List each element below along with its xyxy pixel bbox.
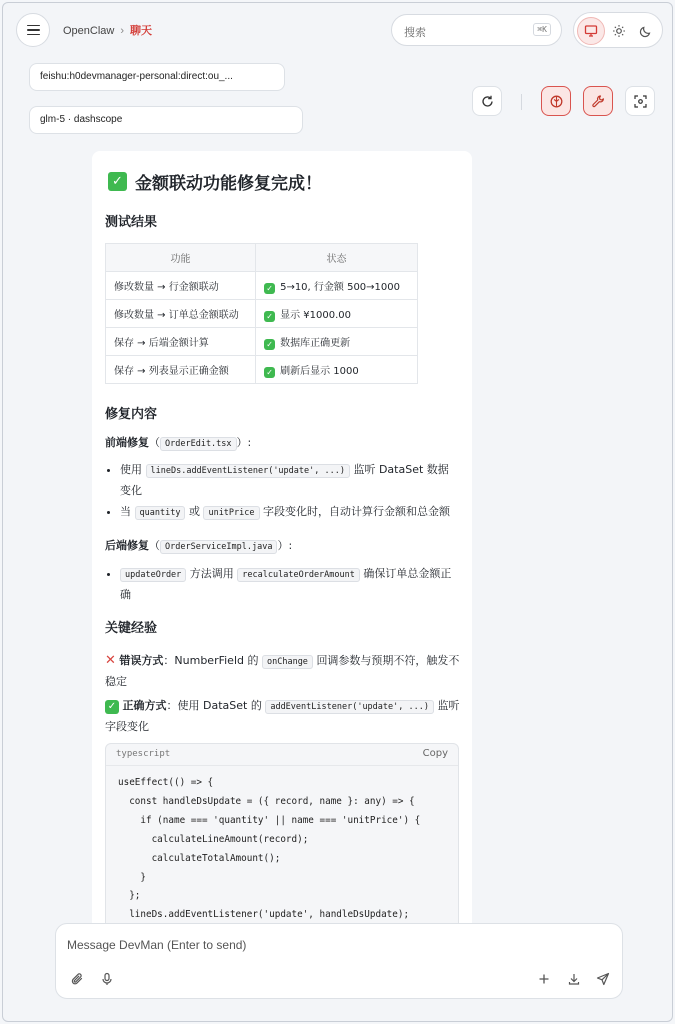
backend-fix-line: 后端修复（ OrderServiceImpl.java ）: <box>105 539 293 552</box>
message-composer <box>55 923 623 999</box>
list-item <box>120 460 455 500</box>
backend-label: 后端修复 <box>105 539 149 552</box>
microphone-icon <box>100 972 114 986</box>
breadcrumb <box>63 22 152 38</box>
list-text: 当 <box>120 505 131 518</box>
app-window <box>2 2 673 1022</box>
code-inline: updateOrder <box>120 568 186 582</box>
code-inline: quantity <box>135 506 186 520</box>
send-button[interactable] <box>592 968 614 990</box>
table-cell: 修改数量 → 订单总金额联动 <box>106 300 256 328</box>
moon-icon[interactable] <box>632 17 660 45</box>
wrong-text: NumberField 的 <box>174 654 259 667</box>
list-text: 方法调用 <box>189 567 234 580</box>
search-shortcut: ⌘K <box>533 23 551 36</box>
copy-button[interactable]: Copy <box>422 748 448 759</box>
code-block <box>105 743 459 941</box>
top-bar <box>3 3 672 59</box>
list-text: 确保订单总金额正确 <box>120 567 452 601</box>
code-inline: OrderEdit.tsx <box>160 437 237 451</box>
breadcrumb-separator: › <box>120 25 125 37</box>
test-results-table <box>105 243 418 384</box>
assistant-message <box>92 151 472 941</box>
code-language: typescript <box>116 749 171 759</box>
check-icon: ✓ <box>264 367 275 378</box>
table-cell: 保存 → 后端金额计算 <box>106 328 256 356</box>
focus-icon <box>633 94 648 109</box>
fix-heading: 修复内容 <box>105 407 158 422</box>
focus-mode-button[interactable] <box>625 86 655 116</box>
message-input[interactable] <box>67 934 567 956</box>
right-approach: ✓ 正确方式：使用 DataSet 的 addEventListener('update', ...) 监听字段变化 <box>105 699 460 733</box>
table-row <box>106 356 418 384</box>
breadcrumb-app[interactable]: OpenClaw <box>63 25 115 37</box>
table-cell-status <box>256 300 418 328</box>
list-text: 监听 DataSet 数据变化 <box>120 463 449 497</box>
table-row <box>106 272 418 300</box>
message-title-text: 金额联动功能修复完成！ <box>135 174 322 194</box>
check-icon: ✓ <box>264 339 275 350</box>
plus-icon <box>537 972 551 986</box>
table-cell: 保存 → 列表显示正确金额 <box>106 356 256 384</box>
tools-toggle-button[interactable] <box>583 86 613 116</box>
theme-toggle-group <box>573 12 663 48</box>
check-icon: ✓ <box>108 172 127 191</box>
check-icon: ✓ <box>264 283 275 294</box>
wrench-icon <box>591 94 606 109</box>
table-row <box>106 300 418 328</box>
table-cell-status <box>256 356 418 384</box>
code-inline: OrderServiceImpl.java <box>160 540 277 554</box>
code-inline: addEventListener('update', ...) <box>265 700 434 714</box>
right-text: 监听字段变化 <box>105 699 460 733</box>
check-icon: ✓ <box>264 311 275 322</box>
export-button[interactable] <box>563 968 585 990</box>
frontend-label: 前端修复 <box>105 436 149 449</box>
table-cell: 修改数量 → 行金额联动 <box>106 272 256 300</box>
test-heading: 测试结果 <box>105 215 158 230</box>
table-cell-status <box>256 272 418 300</box>
table-header: 功能 <box>106 244 256 272</box>
menu-button[interactable] <box>16 13 50 47</box>
frontend-list <box>120 460 455 525</box>
message-title <box>108 169 322 194</box>
status-text: 5→10, 行金额 500→1000 <box>280 281 400 293</box>
backend-list <box>120 564 455 606</box>
cross-icon: ✕ <box>105 653 116 668</box>
breadcrumb-current: 聊天 <box>130 25 153 37</box>
model-select[interactable]: glm-5 · dashscope <box>29 106 303 134</box>
table-header: 状态 <box>256 244 418 272</box>
toolbar-divider <box>521 94 522 110</box>
right-text: 使用 DataSet 的 <box>177 699 262 712</box>
session-channel-select[interactable]: feishu:h0devmanager-personal:direct:ou_... <box>29 63 285 91</box>
wrong-text: 回调参数与预期不符，触发不稳定 <box>105 654 460 688</box>
list-item <box>120 564 455 604</box>
thinking-toggle-button[interactable] <box>541 86 571 116</box>
list-item <box>120 502 455 523</box>
search-placeholder: 搜索 <box>404 26 426 39</box>
paperclip-icon <box>70 972 84 986</box>
refresh-button[interactable] <box>472 86 502 116</box>
voice-button[interactable] <box>96 968 118 990</box>
code-inline: unitPrice <box>203 506 259 520</box>
brain-icon <box>549 94 564 109</box>
send-icon <box>596 972 610 986</box>
code-inline: recalculateOrderAmount <box>237 568 360 582</box>
right-label: 正确方式 <box>122 699 167 712</box>
attach-button[interactable] <box>66 968 88 990</box>
monitor-icon[interactable] <box>577 17 605 45</box>
table-row <box>106 328 418 356</box>
status-text: 数据库正确更新 <box>280 337 351 349</box>
frontend-fix-line: 前端修复（ OrderEdit.tsx ）: <box>105 436 252 449</box>
list-text: 使用 <box>120 463 142 476</box>
wrong-label: 错误方式 <box>119 654 164 667</box>
wrong-approach: ✕ 错误方式：NumberField 的 onChange 回调参数与预期不符，触发不稳定 <box>105 653 460 688</box>
list-text: 字段变化时，自动计算行金额和总金额 <box>263 505 451 518</box>
status-text: 显示 ¥1000.00 <box>280 309 351 321</box>
table-cell-status <box>256 328 418 356</box>
check-icon: ✓ <box>105 700 119 714</box>
new-session-button[interactable] <box>533 968 555 990</box>
list-text: 或 <box>188 505 200 518</box>
sun-icon[interactable] <box>605 17 633 45</box>
status-text: 刷新后显示 1000 <box>280 365 359 377</box>
refresh-icon <box>480 94 495 109</box>
lessons-heading: 关键经验 <box>105 621 158 636</box>
download-icon <box>567 972 581 986</box>
code-content: useEffect(() => { const handleDsUpdate = ({ record, name }: any) => { if (name === 'quantity' || name === 'unitPrice') { calculateLineAmount(record); calculateTotalAmount(); } }; lineDs.addEventListener('update', handleDsUpdate); <box>118 777 421 921</box>
code-inline: onChange <box>262 655 313 669</box>
code-block-header <box>106 744 458 766</box>
table-header-row <box>106 244 418 272</box>
code-inline: lineDs.addEventListener('update', ...) <box>146 464 350 478</box>
search-box[interactable] <box>391 14 562 46</box>
